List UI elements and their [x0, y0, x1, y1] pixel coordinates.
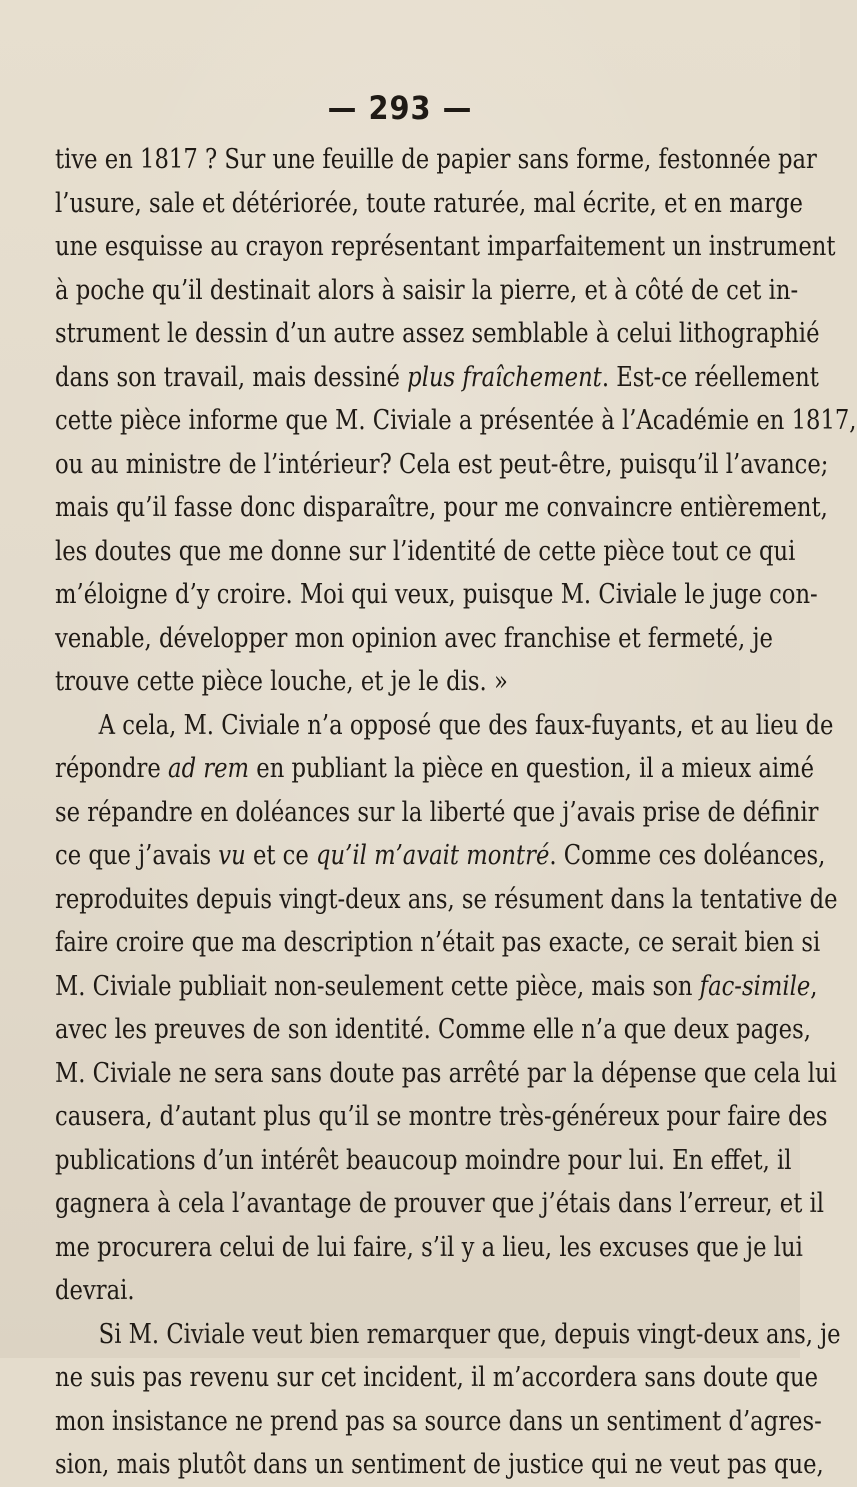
text-line: l’usure, sale et détériorée, toute raturée, mal écrite, et en marge	[55, 187, 803, 219]
text-line: les doutes que me donne sur l’identité de cette pièce tout ce qui	[55, 535, 796, 567]
text-line: avec les preuves de son identité. Comme elle n’a que deux pages,	[55, 1014, 811, 1045]
page-number: — 293 —	[327, 89, 473, 127]
text-line: reproduites depuis vingt-deux ans, se résument dans la tentative de	[55, 883, 838, 915]
text-line: se répandre en doléances sur la liberté que j’avais prise de définir	[55, 796, 819, 828]
text-line: me procurera celui de lui faire, s’il y a lieu, les excuses que je lui	[55, 1231, 803, 1263]
text-line: ce que j’avais vu et ce qu’il m’avait montré. Comme ces doléances,	[55, 840, 826, 871]
text-line: une esquisse au crayon représentant imparfaitement un instrument	[55, 231, 836, 262]
text-line: à poche qu’il destinait alors à saisir la pierre, et à côté de cet in-	[55, 274, 799, 306]
text-line: venable, développer mon opinion avec franchise et fermeté, je	[55, 622, 773, 654]
text-line: répondre ad rem en publiant la pièce en question, il a mieux aimé	[55, 753, 815, 784]
text-line: causera, d’autant plus qu’il se montre très-généreux pour faire des	[55, 1101, 828, 1132]
text-line: mais qu’il fasse donc disparaître, pour me convaincre entièrement,	[55, 492, 828, 523]
body-text	[55, 138, 857, 1487]
text-line: publications d’un intérêt beaucoup moindre pour lui. En effet, il	[55, 1144, 792, 1176]
text-line: M. Civiale ne sera sans doute pas arrêté par la dépense que cela lui	[55, 1057, 837, 1089]
text-line: tive en 1817 ? Sur une feuille de papier sans forme, festonnée par	[55, 144, 817, 175]
text-line: strument le dessin d’un autre assez semblable à celui lithographié	[55, 318, 820, 349]
text-line: ne suis pas revenu sur cet incident, il m’accordera sans doute que	[55, 1362, 819, 1393]
text-line: dans son travail, mais dessiné plus fraîchement. Est-ce réellement	[55, 361, 819, 393]
text-line: ou au ministre de l’intérieur? Cela est peut-être, puisqu’il l’avance;	[55, 448, 829, 480]
text-line: cette pièce informe que M. Civiale a présentée à l’Académie en 1817,	[55, 405, 857, 436]
text-line: mon insistance ne prend pas sa source dans un sentiment d’agres-	[55, 1405, 822, 1437]
text-line: Si M. Civiale veut bien remarquer que, depuis vingt-deux ans, je	[98, 1318, 841, 1350]
text-line: devrai.	[55, 1275, 135, 1306]
text-line: A cela, M. Civiale n’a opposé que des faux-fuyants, et au lieu de	[98, 709, 834, 741]
text-line: gagnera à cela l’avantage de prouver que j’étais dans l’erreur, et il	[55, 1188, 825, 1219]
text-line: faire croire que ma description n’était pas exacte, ce serait bien si	[55, 927, 821, 958]
text-line: sion, mais plutôt dans un sentiment de justice qui ne veut pas que,	[55, 1449, 824, 1480]
text-line: trouve cette pièce louche, et je le dis. »	[55, 666, 508, 697]
text-line: m’éloigne d’y croire. Moi qui veux, puisque M. Civiale le juge con-	[55, 579, 818, 610]
text-line: M. Civiale publiait non-seulement cette pièce, mais son fac-simile,	[55, 970, 818, 1002]
